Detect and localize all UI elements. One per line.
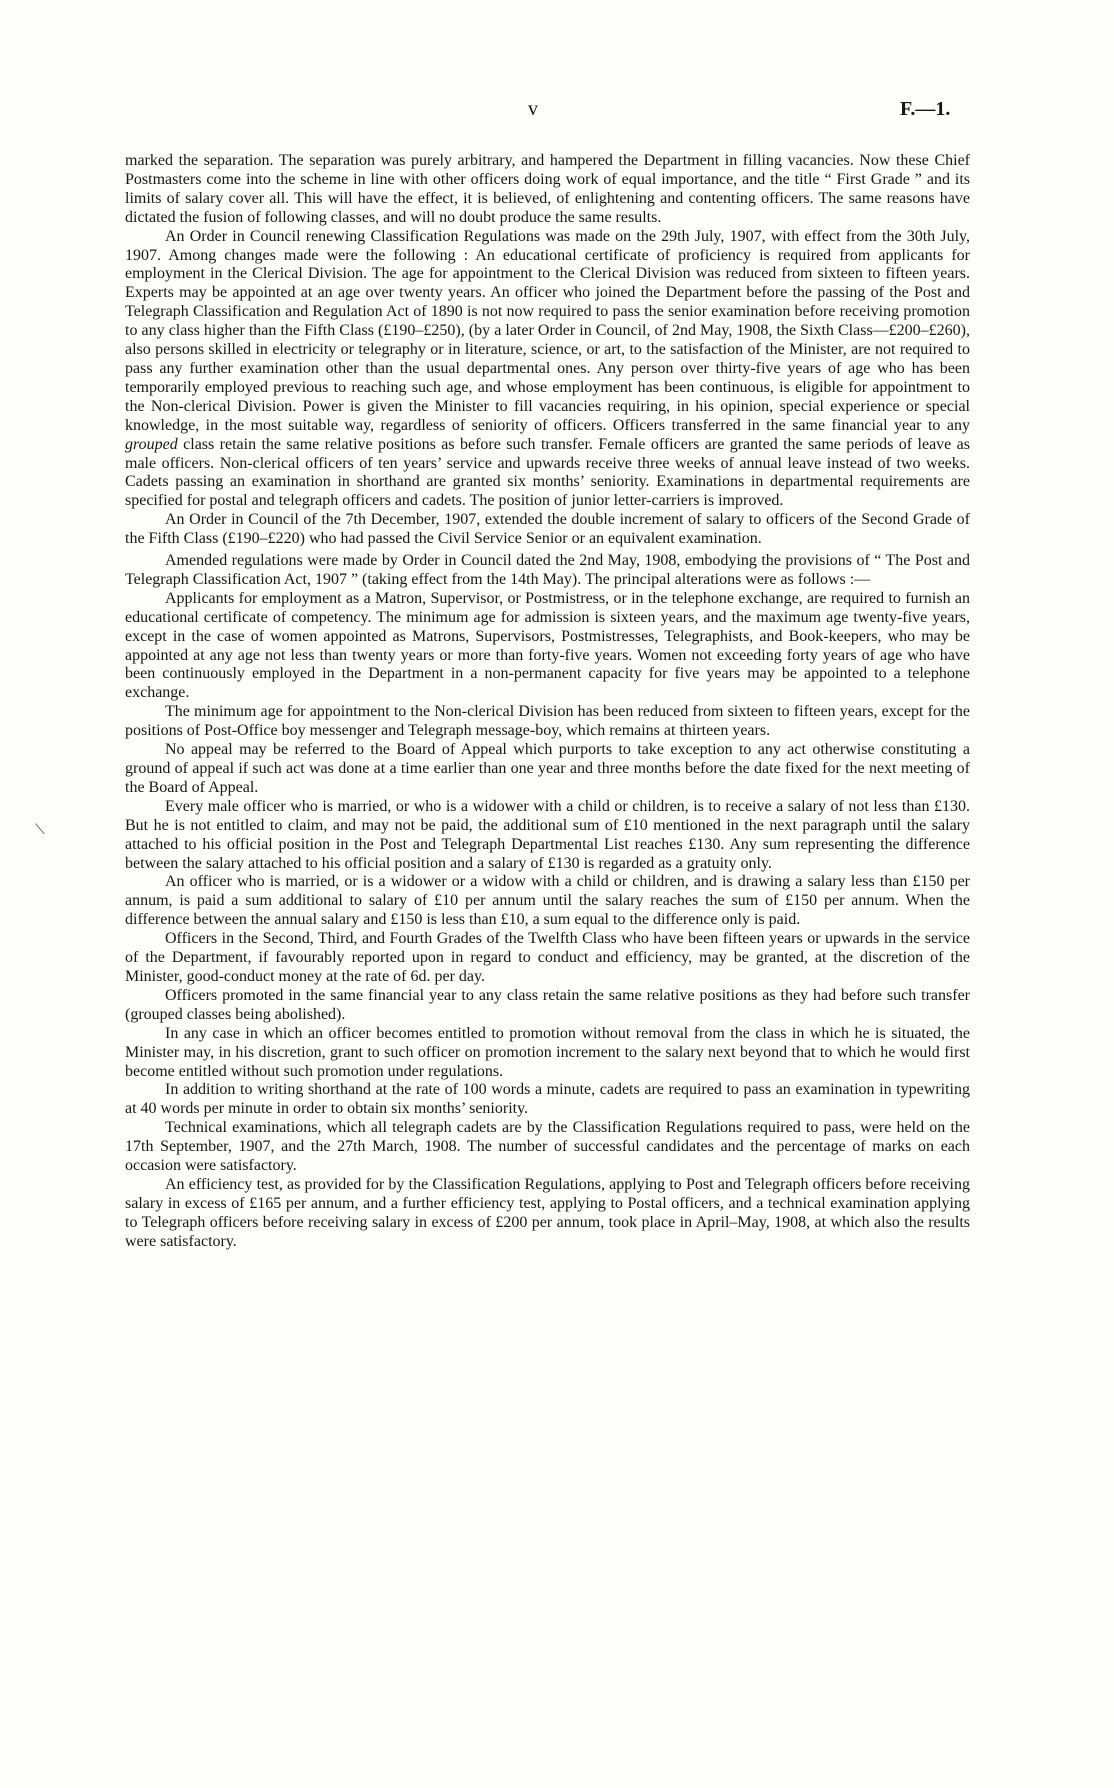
paragraph-technical-examinations: Technical examinations, which all telegraph cadets are by the Classification Regulations required to pass, were held on the 17th September, 1907, and the 27th March, 1908. The number of successful candidates and the percentage of marks on each occasion were satisfactory.	[125, 1119, 970, 1175]
margin-mark: ⟍	[35, 822, 45, 838]
paragraph-continuation: marked the separation. The separation was purely arbitrary, and hampered the Department in filling vacancies. Now these Chief Postmasters come into the scheme in line with other officers doing work of equal importance, and the title “ First Grade ” and its limits of salary cover all. This will have the effect, it is believed, of enlightening and contenting officers. The same reasons have dictated the fusion of following classes, and will no doubt produce the same results.	[125, 152, 970, 226]
paragraph-male-officer: Every male officer who is married, or who is a widower with a child or children, is to receive a salary of not less than £130. But he is not entitled to claim, and may not be paid, the additional sum of £10 mentioned in the next paragraph until the salary attached to his official position in the Post and Telegraph Departmental List reaches £130. Any sum representing the difference between the salary attached to his official position and a salary of £130 is regarded as a gratuity only.	[125, 797, 970, 872]
italic-term: grouped	[125, 435, 178, 453]
paragraph-promotion-increment: In any case in which an officer becomes entitled to promotion without removal from the class in which he is situated, the Minister may, in his discretion, grant to such officer on promotion increment to the salary next beyond that to which he would first become entitled without such promotion under regulations.	[125, 1024, 970, 1080]
paragraph-text: class retain the same relative positions as before such transfer. Female officers are granted the same periods of leave as male officers. Non-clerical officers of ten years’ service and upwards receive three weeks of annual leave instead of two weeks. Cadets passing an examination in shorthand are granted six months’ seniority. Examinations in departmental requirements are specified for postal and telegraph officers and cadets. The position of junior letter-carriers is improved.	[125, 435, 971, 510]
paragraph-shorthand: In addition to writing shorthand at the rate of 100 words a minute, cadets are required to pass an examination in typewriting at 40 words per minute in order to obtain six months’ seniority.	[125, 1081, 970, 1118]
paragraph-officers-promoted: Officers promoted in the same financial year to any class retain the same relative positions as they had before such transfer (grouped classes being abolished).	[125, 986, 970, 1023]
paragraph-twelfth-class: Officers in the Second, Third, and Fourth Grades of the Twelfth Class who have been fifteen years or upwards in the service of the Department, if favourably reported upon in regard to conduct and efficiency, may be granted, at the discretion of the Minister, good-conduct money at the rate of 6d. per day.	[125, 930, 970, 985]
paragraph-efficiency-test: An efficiency test, as provided for by the Classification Regulations, applying to Post and Telegraph officers before receiving salary in excess of £165 per annum, and a further efficiency test, applying to Postal officers, and a technical examination applying to Telegraph officers before receiving salary in excess of £200 per annum, took place in April–May, 1908, at which also the results were satisfactory.	[125, 1175, 970, 1250]
paragraph-married-officer: An officer who is married, or is a widower or a widow with a child or children, and is drawing a salary less than £150 per annum, is paid a sum additional to salary of £10 per annum until the salary reaches the sum of £150 per annum. When the difference between the annual salary and £150 is less than £10, a sum equal to the difference only is paid.	[125, 873, 970, 929]
page-number: v	[528, 98, 538, 120]
paragraph-classification-regulations	[125, 228, 970, 512]
page-header	[0, 98, 1114, 128]
paragraph-december-order: An Order in Council of the 7th December, 1907, extended the double increment of salary to officers of the Second Grade of the Fifth Class (£190–£220) who had passed the Civil Service Senior or an equivalent examination.	[125, 511, 970, 548]
paragraph-appeal: No appeal may be referred to the Board of Appeal which purports to take exception to any act otherwise constituting a ground of appeal if such act was done at a time earlier than one year and three months before the date fixed for the next meeting of the Board of Appeal.	[125, 741, 970, 796]
paragraph-text: An Order in Council renewing Classification Regulations was made on the 29th July, 1907, with effect from the 30th July, 1907. Among changes made were the following : An educational certificate of proficiency is required from applicants for employment in the Clerical Division. The age for appointment to the Clerical Division was reduced from sixteen to fifteen years. Experts may be appointed at an age over twenty years. An officer who joined the Department before the passing of the Post and Telegraph Classification and Regulation Act of 1890 is not now required to pass the senior examination before receiving promotion to any class higher than the Fifth Class (£190–£250), (by a later Order in Council, of 2nd May, 1908, the Sixth Class—£200–£260), also persons skilled in electricity or telegraphy or in literature, science, or art, to the satisfaction of the Minister, are not required to pass any further examination other than the usual departmental ones. Any person over thirty-five years of age who has been temporarily employed previous to reaching such age, and whose employment has been continuous, is eligible for appointment to the Non-clerical Division. Power is given the Minister to fill vacancies requiring, in his opinion, special experience or special knowledge, in the most suitable way, regardless of seniority of officers. Officers transferred in the same financial year to any	[125, 227, 970, 434]
paragraph-minimum-age: The minimum age for appointment to the Non-clerical Division has been reduced from sixteen to fifteen years, except for the positions of Post-Office boy messenger and Telegraph message-boy, which remains at thirteen years.	[125, 703, 970, 740]
paragraph-applicants: Applicants for employment as a Matron, Supervisor, or Postmistress, or in the telephone exchange, are required to furnish an educational certificate of competency. The minimum age for admission is sixteen years, and the maximum age twenty-five years, except in the case of women appointed as Matrons, Supervisors, Postmistresses, Telegraphists, and Book-keepers, who may be appointed at any age not less than twenty years or more than forty-five years. Women not exceeding forty years of age who have been continuously employed in the Department in a non-permanent capacity for five years may be appointed to a telephone exchange.	[125, 589, 970, 702]
document-reference: F.—1.	[900, 98, 951, 120]
paragraph-amended-regulations: Amended regulations were made by Order in Council dated the 2nd May, 1908, embodying the provisions of “ The Post and Telegraph Classification Act, 1907 ” (taking effect from the 14th May). The principal alterations were as follows :—	[125, 552, 970, 588]
body-text	[125, 152, 970, 1252]
